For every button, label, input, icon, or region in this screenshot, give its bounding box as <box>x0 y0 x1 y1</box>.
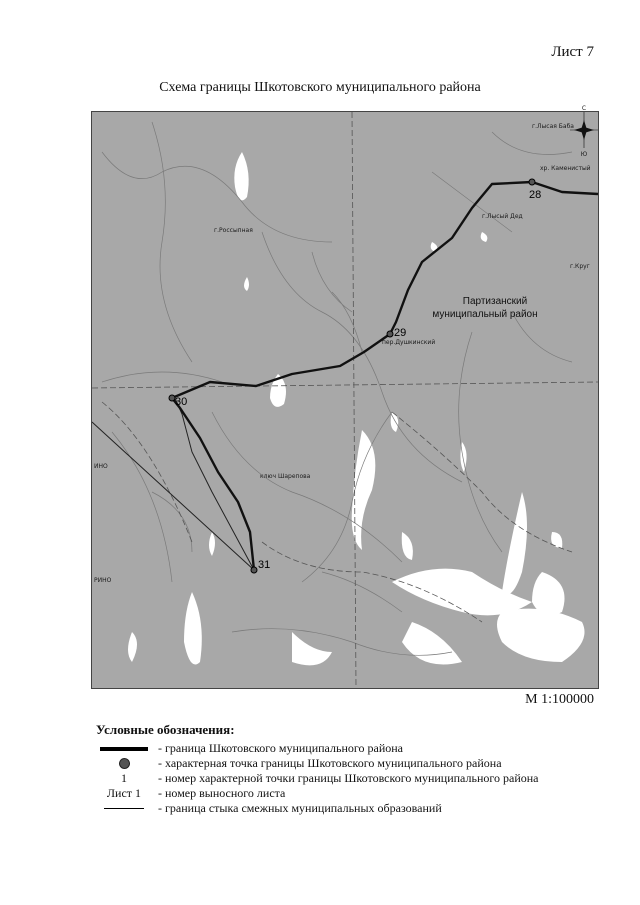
legend-title: Условные обозначения: <box>96 722 235 737</box>
place-label-krug: г.Круг <box>570 263 590 270</box>
place-label-lysoy-ded: г.Лысый Дед <box>482 213 523 220</box>
legend-symbol-text: 1 <box>121 771 127 785</box>
point-dot-icon <box>119 758 130 769</box>
region-label-line2: муниципальный район <box>432 309 538 320</box>
place-label-rossypnaya: г.Россыпная <box>214 227 253 234</box>
boundary-point-31[interactable] <box>251 567 257 573</box>
legend-item-text: - граница Шкотовского муниципального района <box>158 741 403 755</box>
place-label-kamen: хр. Каменистый <box>540 165 591 172</box>
legend-item-junction <box>96 801 616 816</box>
region-label-line1: Партизанский <box>462 296 528 307</box>
white-patches <box>128 152 585 665</box>
legend-item-boundary <box>96 741 616 756</box>
legend-item-sheet-number <box>96 786 616 801</box>
legend-item-text: - граница стыка смежных муниципальных образований <box>158 801 442 815</box>
map-canvas <box>92 105 598 688</box>
place-label-rino: РИНО <box>94 577 112 584</box>
district-boundary <box>172 182 598 570</box>
point-label-29: 29 <box>394 327 407 339</box>
map-scale: М 1:100000 <box>525 692 594 707</box>
boundary-point-28[interactable] <box>529 179 535 185</box>
compass-north: С <box>581 105 587 112</box>
boundary-point-29[interactable] <box>387 331 393 337</box>
junction-boundary <box>92 396 254 570</box>
place-label-ino: ИНО <box>94 463 108 470</box>
sheet-number: Лист 7 <box>551 44 594 60</box>
thick-line-icon <box>100 747 148 751</box>
legend-item-text: - номер выносного листа <box>158 786 286 800</box>
point-label-30: 30 <box>175 396 188 408</box>
terrain-lines <box>102 122 572 655</box>
point-label-28: 28 <box>529 189 542 201</box>
place-label-dushkinsky: пер.Душкинский <box>382 339 436 346</box>
place-label-sharepenya: ключ Шарепова <box>260 473 311 480</box>
legend-item-text: - номер характерной точки границы Шкотовского муниципального района <box>158 771 539 785</box>
legend-item-text: - характерная точка границы Шкотовского муниципального района <box>158 756 502 770</box>
thin-line-icon <box>104 808 144 809</box>
legend-item-point-number <box>96 771 616 786</box>
page-title: Схема границы Шкотовского муниципального района <box>159 80 481 95</box>
place-label-lysaya-baba: г.Лысая Баба <box>532 123 574 130</box>
legend-symbol-text: Лист 1 <box>106 786 142 800</box>
compass-south: Ю <box>580 151 588 158</box>
legend-item-point <box>96 756 616 771</box>
map-frame[interactable] <box>92 105 598 688</box>
point-label-31: 31 <box>258 559 271 571</box>
north-arrow-icon <box>570 105 598 158</box>
legend <box>96 722 616 816</box>
